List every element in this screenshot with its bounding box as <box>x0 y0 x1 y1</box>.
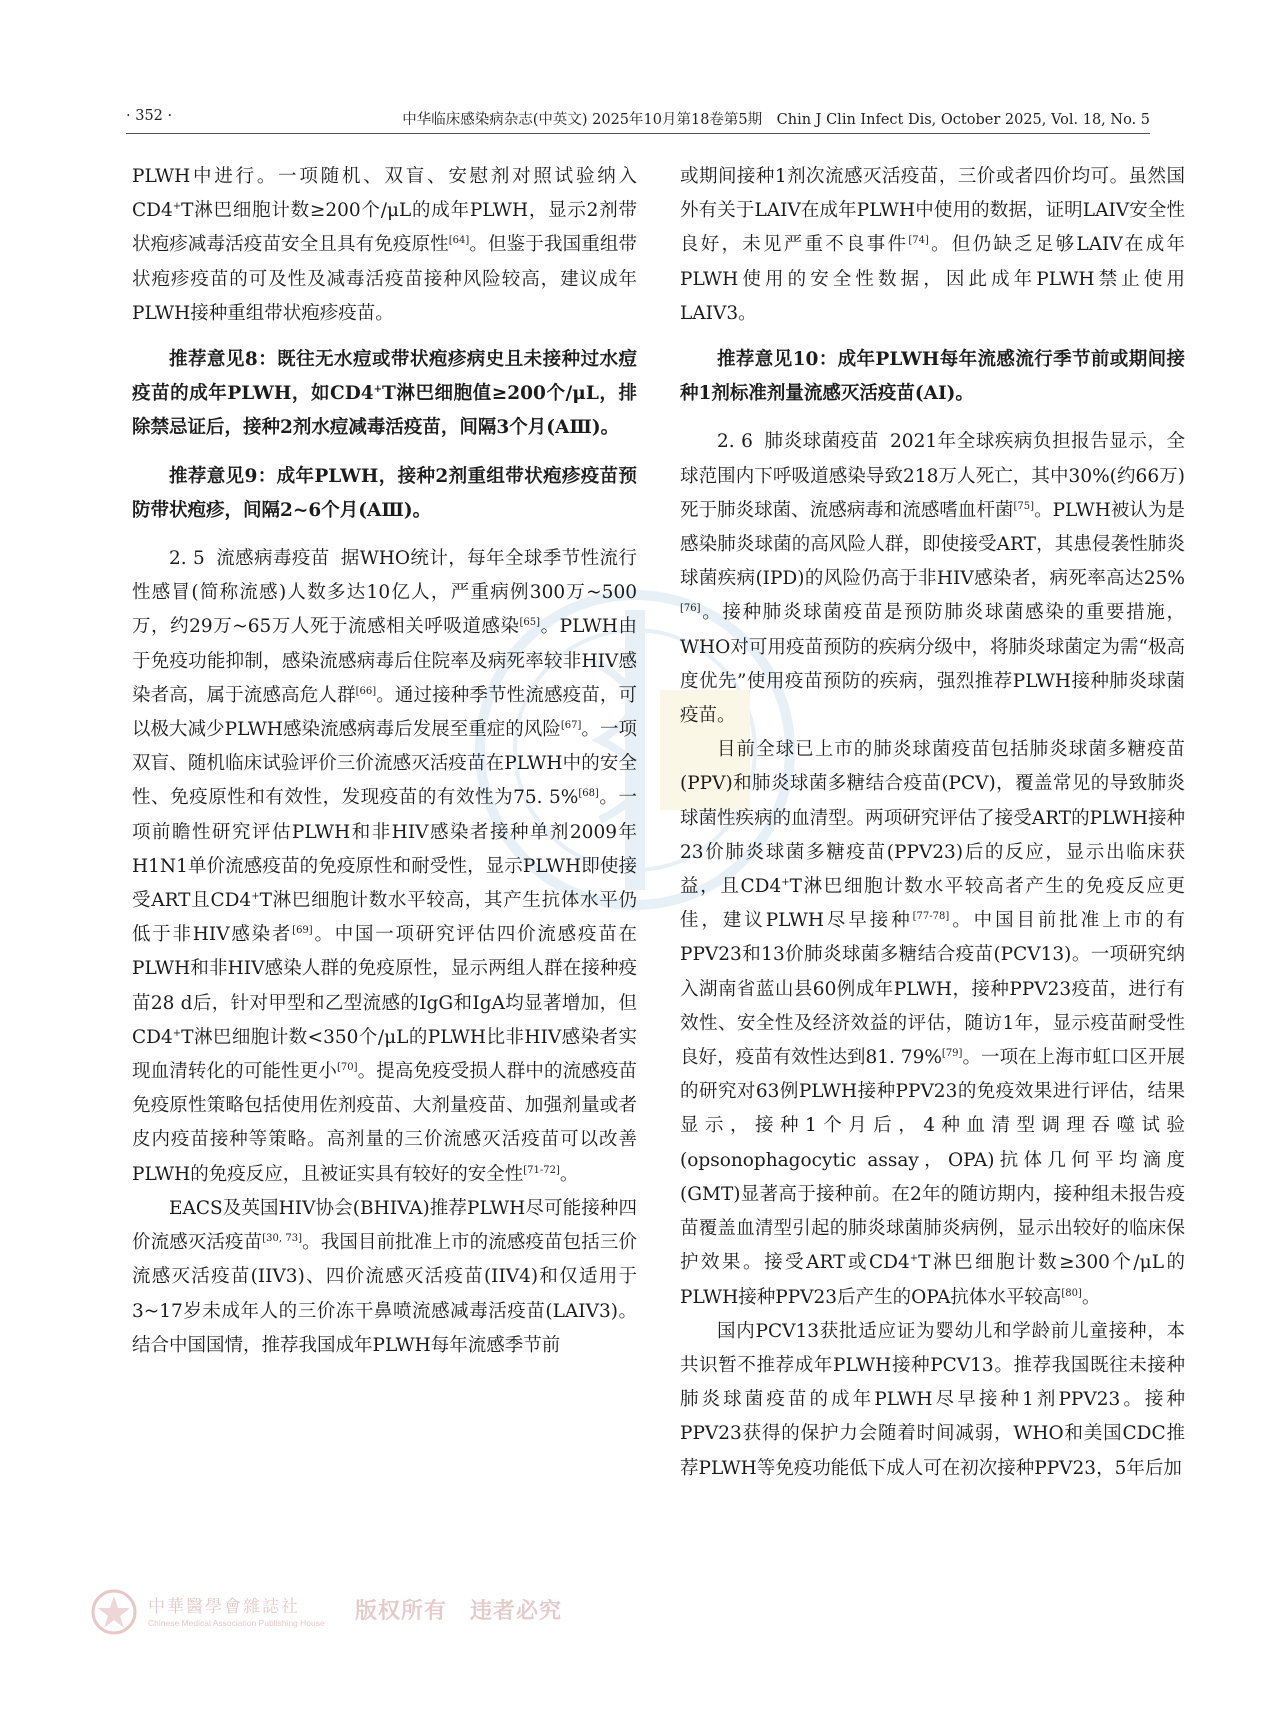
publisher-name-cn: 中華醫學會雜誌社 <box>148 1597 300 1617</box>
paragraph-domestic-pcv13: 国内PCV13获批适应证为婴幼儿和学龄前儿童接种，本共识暂不推荐成年PLWH接种PCV13。推荐我国既往未接种肺炎球菌疫苗的成年PLWH尽早接种1剂PPV23。接种PPV23获得的保护力会随着时间减弱，WHO和美国CDC推荐PLWH等免疫功能低下成人可在初次接种PPV23，5年后加 <box>680 1320 1185 1479</box>
paragraph-influenza-cont: 或期间接种1剂次流感灭活疫苗，三价或者四价均可。虽然国外有关于LAIV在成年PLWH中使用的数据，证明LAIV安全性良好，未见严重不良事件[74]。但仍缺乏足够LAIV在成年PLWH使用的安全性数据，因此成年PLWH禁止使用LAIV3。 <box>680 166 1185 324</box>
paragraph-pneumococcal-vaccines: 目前全球已上市的肺炎球菌疫苗包括肺炎球菌多糖疫苗(PPV)和肺炎球菌多糖结合疫苗(PCV)，覆盖常见的导致肺炎球菌性疾病的血清型。两项研究评估了接受ART的PLWH接种23价肺炎球菌多糖疫苗(PPV23)后的反应，显示出临床获益，且CD4+T淋巴细胞计数水平较高者产生的免疫反应更佳，建议PLWH尽早接种[77-78]。中国目前批准上市的有PPV23和13价肺炎球菌多糖结合疫苗(PCV13)。一项研究纳入湖南省蓝山县60例成年PLWH，接种PPV23疫苗，进行有效性、安全性及经济效益的评估，随访1年，显示疫苗耐受性良好，疫苗有效性达到81. 79%[79]。一项在上海市虹口区开展的研究对63例PLWH接种PPV23的免疫效果进行评估，结果显示，接种1个月后，4种血清型调理吞噬试验(opsonophagocytic assay，OPA)抗体几何平均滴度(GMT)显著高于接种前。在2年的随访期内，接种组未报告疫苗覆盖血清型引起的肺炎球菌肺炎病例，显示出较好的临床保护效果。接受ART或CD4+T淋巴细胞计数≥300个/μL的PLWH接种PPV23后产生的OPA抗体水平较高[80]。 <box>680 739 1186 1308</box>
running-header <box>126 104 1150 134</box>
journal-citation: 中华临床感染病杂志(中英文) 2025年10月第18卷第5期 Chin J Clin Infect Dis, October 2025, Vol. 18, No. 5 <box>402 112 1150 128</box>
recommendation-8: 推荐意见8：既往无水痘或带状疱疹病史且未接种过水痘疫苗的成年PLWH，如CD4+T淋巴细胞值≥200个/μL，排除禁忌证后，接种2剂水痘减毒活疫苗，间隔3个月(AⅢ)。 <box>132 349 637 439</box>
section-number: 2. 5 <box>169 548 205 570</box>
header-rule <box>126 133 1150 134</box>
section-number: 2. 6 <box>717 431 753 453</box>
paragraph-eacs: EACS及英国HIV协会(BHIVA)推荐PLWH尽可能接种四价流感灭活疫苗[30, 73]。我国目前批准上市的流感疫苗包括三价流感灭活疫苗(IIV3)、四价流感灭活疫苗(IIV4)和仅适用于3~17岁未成年人的三价冻干鼻喷流感减毒活疫苗(LAIV3)。结合中国国情，推荐我国成年PLWH每年流感季节前 <box>132 1197 637 1356</box>
section-2-5-influenza: 2. 5 流感病毒疫苗 据WHO统计，每年全球季节性流行性感冒(简称流感)人数多达10亿人，严重病例300万~500万，约29万~65万人死于流感相关呼吸道感染[65]。PLWH由于免疫功能抑制，感染流感病毒后住院率及病死率较非HIV感染者高，属于流感高危人群[66]。通过接种季节性流感疫苗，可以极大减少PLWH感染流感病毒后发展至重症的风险[67]。一项双盲、随机临床试验评价三价流感灭活疫苗在PLWH中的安全性、免疫原性和有效性，发现疫苗的有效性为75. 5%[68]。一项前瞻性研究评估PLWH和非HIV感染者接种单剂2009年H1N1单价流感疫苗的免疫原性和耐受性，显示PLWH即使接受ART且CD4+T淋巴细胞计数水平较高，其产生抗体水平仍低于非HIV感染者[69]。中国一项研究评估四价流感疫苗在PLWH和非HIV感染人群的免疫原性，显示两组人群在接种疫苗28 d后，针对甲型和乙型流感的IgG和IgA均显著增加，但CD4+T淋巴细胞计数<350个/μL的PLWH比非HIV感染者实现血清转化的可能性更小[70]。提高免疫受损人群中的流感疫苗免疫原性策略包括使用佐剂疫苗、大剂量疫苗、加强剂量或者皮内疫苗接种等策略。高剂量的三价流感灭活疫苗可以改善PLWH的免疫反应，且被证实具有较好的安全性[71-72]。 <box>132 548 637 1185</box>
right-column <box>680 160 1185 1486</box>
publisher-footer <box>90 1588 610 1648</box>
section-title: 流感病毒疫苗 <box>215 548 330 570</box>
section-title: 肺炎球菌疫苗 <box>763 431 879 453</box>
publisher-seal-icon <box>90 1588 138 1636</box>
paragraph-zoster-trial: PLWH中进行。一项随机、双盲、安慰剂对照试验纳入CD4+T淋巴细胞计数≥200个/μL的成年PLWH，显示2剂带状疱疹减毒活疫苗安全且具有免疫原性[64]。但鉴于我国重组带状疱疹疫苗的可及性及减毒活疫苗接种风险较高，建议成年PLWH接种重组带状疱疹疫苗。 <box>132 166 637 324</box>
copyright-notice: 版权所有 违者必究 <box>355 1599 563 1624</box>
left-column <box>132 160 637 1363</box>
section-2-6-pneumococcal: 2. 6 肺炎球菌疫苗 2021年全球疾病负担报告显示，全球范围内下呼吸道感染导致218万人死亡，其中30%(约66万)死于肺炎球菌、流感病毒和流感嗜血杆菌[75]。PLWH被认为是感染肺炎球菌的高风险人群，即使接受ART，其患侵袭性肺炎球菌疾病(IPD)的风险仍高于非HIV感染者，病死率高达25%[76]。接种肺炎球菌疫苗是预防肺炎球菌感染的重要措施，WHO对可用疫苗预防的疾病分级中，将肺炎球菌定为需“极高度优先”使用疫苗预防的疾病，强烈推荐PLWH接种肺炎球菌疫苗。 <box>680 431 1185 727</box>
recommendation-9: 推荐意见9：成年PLWH，接种2剂重组带状疱疹疫苗预防带状疱疹，间隔2~6个月(AⅢ)。 <box>132 465 637 521</box>
publisher-name-en: Chinese Medical Association Publishing House <box>148 1618 325 1628</box>
page-number: · 352 · <box>126 108 173 124</box>
recommendation-10: 推荐意见10：成年PLWH每年流感流行季节前或期间接种1剂标准剂量流感灭活疫苗(AⅠ)。 <box>680 349 1185 405</box>
